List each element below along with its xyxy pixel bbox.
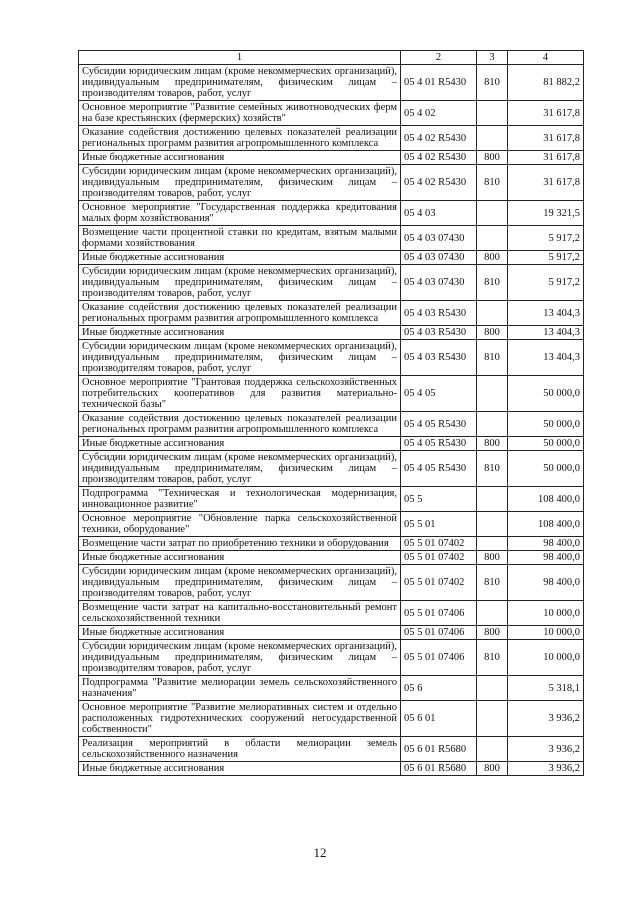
row-code-cell: 05 4 02 R5430 xyxy=(401,151,477,165)
row-type-cell xyxy=(477,412,508,437)
table-row xyxy=(79,737,584,762)
row-sum-cell: 50 000,0 xyxy=(508,412,584,437)
row-code-cell: 05 4 02 xyxy=(401,101,477,126)
table-row xyxy=(79,701,584,737)
row-code-cell: 05 4 03 R5430 xyxy=(401,326,477,340)
table-row xyxy=(79,265,584,301)
row-type-cell xyxy=(477,512,508,537)
table-row xyxy=(79,151,584,165)
row-sum-cell: 98 400,0 xyxy=(508,565,584,601)
row-code-cell: 05 5 01 07402 xyxy=(401,537,477,551)
row-type-cell xyxy=(477,487,508,512)
row-name-cell: Возмещение части процентной ставки по кредитам, взятым малыми формами хозяйствования xyxy=(79,226,401,251)
header-col-1: 1 xyxy=(79,51,401,65)
row-type-cell: 810 xyxy=(477,340,508,376)
row-code-cell: 05 4 03 R5430 xyxy=(401,340,477,376)
row-sum-cell: 10 000,0 xyxy=(508,601,584,626)
row-sum-cell: 98 400,0 xyxy=(508,537,584,551)
table-row xyxy=(79,340,584,376)
row-code-cell: 05 4 05 R5430 xyxy=(401,412,477,437)
row-sum-cell: 19 321,5 xyxy=(508,201,584,226)
row-sum-cell: 3 936,2 xyxy=(508,737,584,762)
row-type-cell xyxy=(477,301,508,326)
row-type-cell: 810 xyxy=(477,640,508,676)
row-sum-cell: 50 000,0 xyxy=(508,437,584,451)
page-number: 12 xyxy=(313,845,327,860)
row-type-cell xyxy=(477,126,508,151)
budget-table xyxy=(78,50,584,776)
row-type-cell: 810 xyxy=(477,165,508,201)
table-row xyxy=(79,762,584,776)
row-code-cell: 05 5 01 07406 xyxy=(401,601,477,626)
table-row xyxy=(79,626,584,640)
row-sum-cell: 3 936,2 xyxy=(508,762,584,776)
table-body xyxy=(79,65,584,776)
row-sum-cell: 108 400,0 xyxy=(508,512,584,537)
table-row xyxy=(79,537,584,551)
row-name-cell: Иные бюджетные ассигнования xyxy=(79,151,401,165)
row-type-cell: 800 xyxy=(477,762,508,776)
row-name-cell: Основное мероприятие "Грантовая поддержка сельскохозяйственных потребительских кооперативов для развития материально-технической базы" xyxy=(79,376,401,412)
row-code-cell: 05 4 02 R5430 xyxy=(401,126,477,151)
table-row xyxy=(79,551,584,565)
table-row xyxy=(79,226,584,251)
row-name-cell: Иные бюджетные ассигнования xyxy=(79,762,401,776)
table-row xyxy=(79,251,584,265)
row-sum-cell: 31 617,8 xyxy=(508,101,584,126)
table-row xyxy=(79,412,584,437)
table-row xyxy=(79,301,584,326)
row-name-cell: Субсидии юридическим лицам (кроме некоммерческих организаций), индивидуальным предпринимателям, физическим лицам – производителям товаров, работ, услуг xyxy=(79,265,401,301)
row-type-cell: 800 xyxy=(477,326,508,340)
row-type-cell xyxy=(477,201,508,226)
row-type-cell xyxy=(477,376,508,412)
row-type-cell xyxy=(477,676,508,701)
row-type-cell xyxy=(477,737,508,762)
row-sum-cell: 13 404,3 xyxy=(508,301,584,326)
row-name-cell: Оказание содействия достижению целевых показателей реализации региональных программ развития агропромышленного комплекса xyxy=(79,412,401,437)
row-sum-cell: 98 400,0 xyxy=(508,551,584,565)
row-name-cell: Субсидии юридическим лицам (кроме некоммерческих организаций), индивидуальным предпринимателям, физическим лицам – производителям товаров, работ, услуг xyxy=(79,65,401,101)
row-name-cell: Субсидии юридическим лицам (кроме некоммерческих организаций), индивидуальным предпринимателям, физическим лицам – производителям товаров, работ, услуг xyxy=(79,340,401,376)
row-type-cell xyxy=(477,226,508,251)
row-sum-cell: 5 917,2 xyxy=(508,251,584,265)
row-code-cell: 05 6 xyxy=(401,676,477,701)
row-name-cell: Субсидии юридическим лицам (кроме некоммерческих организаций), индивидуальным предпринимателям, физическим лицам – производителям товаров, работ, услуг xyxy=(79,451,401,487)
row-name-cell: Оказание содействия достижению целевых показателей реализации региональных программ развития агропромышленного комплекса xyxy=(79,301,401,326)
row-code-cell: 05 5 01 07406 xyxy=(401,626,477,640)
row-name-cell: Подпрограмма "Развитие мелиорации земель сельскохозяйственного назначения" xyxy=(79,676,401,701)
row-sum-cell: 5 917,2 xyxy=(508,226,584,251)
row-name-cell: Возмещение части затрат на капитально-восстановительный ремонт сельскохозяйственной техники xyxy=(79,601,401,626)
row-sum-cell: 81 882,2 xyxy=(508,65,584,101)
table-row xyxy=(79,437,584,451)
row-sum-cell: 50 000,0 xyxy=(508,451,584,487)
row-code-cell: 05 4 02 R5430 xyxy=(401,165,477,201)
row-name-cell: Субсидии юридическим лицам (кроме некоммерческих организаций), индивидуальным предпринимателям, физическим лицам – производителям товаров, работ, услуг xyxy=(79,640,401,676)
row-name-cell: Подпрограмма "Техническая и технологическая модернизация, инновационное развитие" xyxy=(79,487,401,512)
row-type-cell: 800 xyxy=(477,437,508,451)
table-row xyxy=(79,487,584,512)
row-type-cell: 810 xyxy=(477,65,508,101)
row-type-cell: 800 xyxy=(477,251,508,265)
header-col-3: 3 xyxy=(477,51,508,65)
row-code-cell: 05 4 05 R5430 xyxy=(401,437,477,451)
row-type-cell: 810 xyxy=(477,565,508,601)
row-sum-cell: 10 000,0 xyxy=(508,626,584,640)
header-row xyxy=(79,51,584,65)
row-sum-cell: 5 917,2 xyxy=(508,265,584,301)
table-row xyxy=(79,640,584,676)
row-code-cell: 05 4 03 R5430 xyxy=(401,301,477,326)
row-name-cell: Субсидии юридическим лицам (кроме некоммерческих организаций), индивидуальным предпринимателям, физическим лицам – производителям товаров, работ, услуг xyxy=(79,165,401,201)
row-code-cell: 05 6 01 R5680 xyxy=(401,737,477,762)
row-name-cell: Основное мероприятие "Обновление парка сельскохозяйственной техники, оборудование" xyxy=(79,512,401,537)
row-sum-cell: 13 404,3 xyxy=(508,340,584,376)
row-type-cell: 800 xyxy=(477,626,508,640)
row-code-cell: 05 5 01 07402 xyxy=(401,565,477,601)
row-sum-cell: 50 000,0 xyxy=(508,376,584,412)
table-row xyxy=(79,565,584,601)
row-name-cell: Возмещение части затрат по приобретению техники и оборудования xyxy=(79,537,401,551)
row-name-cell: Иные бюджетные ассигнования xyxy=(79,326,401,340)
table-row xyxy=(79,126,584,151)
table-row xyxy=(79,512,584,537)
row-name-cell: Иные бюджетные ассигнования xyxy=(79,437,401,451)
row-code-cell: 05 6 01 R5680 xyxy=(401,762,477,776)
row-code-cell: 05 5 01 07406 xyxy=(401,640,477,676)
table-row xyxy=(79,65,584,101)
row-code-cell: 05 4 05 R5430 xyxy=(401,451,477,487)
row-code-cell: 05 4 03 07430 xyxy=(401,251,477,265)
row-code-cell: 05 6 01 xyxy=(401,701,477,737)
row-code-cell: 05 5 01 xyxy=(401,512,477,537)
row-type-cell xyxy=(477,601,508,626)
row-sum-cell: 31 617,8 xyxy=(508,126,584,151)
row-name-cell: Иные бюджетные ассигнования xyxy=(79,551,401,565)
row-sum-cell: 31 617,8 xyxy=(508,165,584,201)
row-type-cell: 810 xyxy=(477,451,508,487)
row-code-cell: 05 4 03 07430 xyxy=(401,265,477,301)
table-row xyxy=(79,676,584,701)
row-type-cell: 800 xyxy=(477,151,508,165)
row-sum-cell: 31 617,8 xyxy=(508,151,584,165)
row-type-cell: 800 xyxy=(477,551,508,565)
row-type-cell xyxy=(477,101,508,126)
table-row xyxy=(79,601,584,626)
row-sum-cell: 10 000,0 xyxy=(508,640,584,676)
row-name-cell: Основное мероприятие "Развитие семейных животноводческих ферм на базе крестьянских (фермерских) хозяйств" xyxy=(79,101,401,126)
header-col-2: 2 xyxy=(401,51,477,65)
row-sum-cell: 108 400,0 xyxy=(508,487,584,512)
budget-table-page xyxy=(78,50,583,776)
table-row xyxy=(79,326,584,340)
row-type-cell xyxy=(477,701,508,737)
table-row xyxy=(79,201,584,226)
row-code-cell: 05 5 xyxy=(401,487,477,512)
row-code-cell: 05 4 03 xyxy=(401,201,477,226)
row-name-cell: Иные бюджетные ассигнования xyxy=(79,251,401,265)
row-name-cell: Иные бюджетные ассигнования xyxy=(79,626,401,640)
table-row xyxy=(79,101,584,126)
row-name-cell: Основное мероприятие "Развитие мелиоративных систем и отдельно расположенных гидротехнических сооружений негосударственной собственности" xyxy=(79,701,401,737)
row-type-cell: 810 xyxy=(477,265,508,301)
row-sum-cell: 3 936,2 xyxy=(508,701,584,737)
table-row xyxy=(79,376,584,412)
row-name-cell: Реализация мероприятий в области мелиорации земель сельскохозяйственного назначения xyxy=(79,737,401,762)
row-name-cell: Основное мероприятие "Государственная поддержка кредитования малых форм хозяйствования" xyxy=(79,201,401,226)
header-col-4: 4 xyxy=(508,51,584,65)
table-row xyxy=(79,451,584,487)
row-sum-cell: 13 404,3 xyxy=(508,326,584,340)
row-code-cell: 05 4 03 07430 xyxy=(401,226,477,251)
row-code-cell: 05 4 01 R5430 xyxy=(401,65,477,101)
row-code-cell: 05 4 05 xyxy=(401,376,477,412)
row-type-cell xyxy=(477,537,508,551)
row-name-cell: Субсидии юридическим лицам (кроме некоммерческих организаций), индивидуальным предпринимателям, физическим лицам – производителям товаров, работ, услуг xyxy=(79,565,401,601)
row-code-cell: 05 5 01 07402 xyxy=(401,551,477,565)
table-row xyxy=(79,165,584,201)
row-sum-cell: 5 318,1 xyxy=(508,676,584,701)
row-name-cell: Оказание содействия достижению целевых показателей реализации региональных программ развития агропромышленного комплекса xyxy=(79,126,401,151)
